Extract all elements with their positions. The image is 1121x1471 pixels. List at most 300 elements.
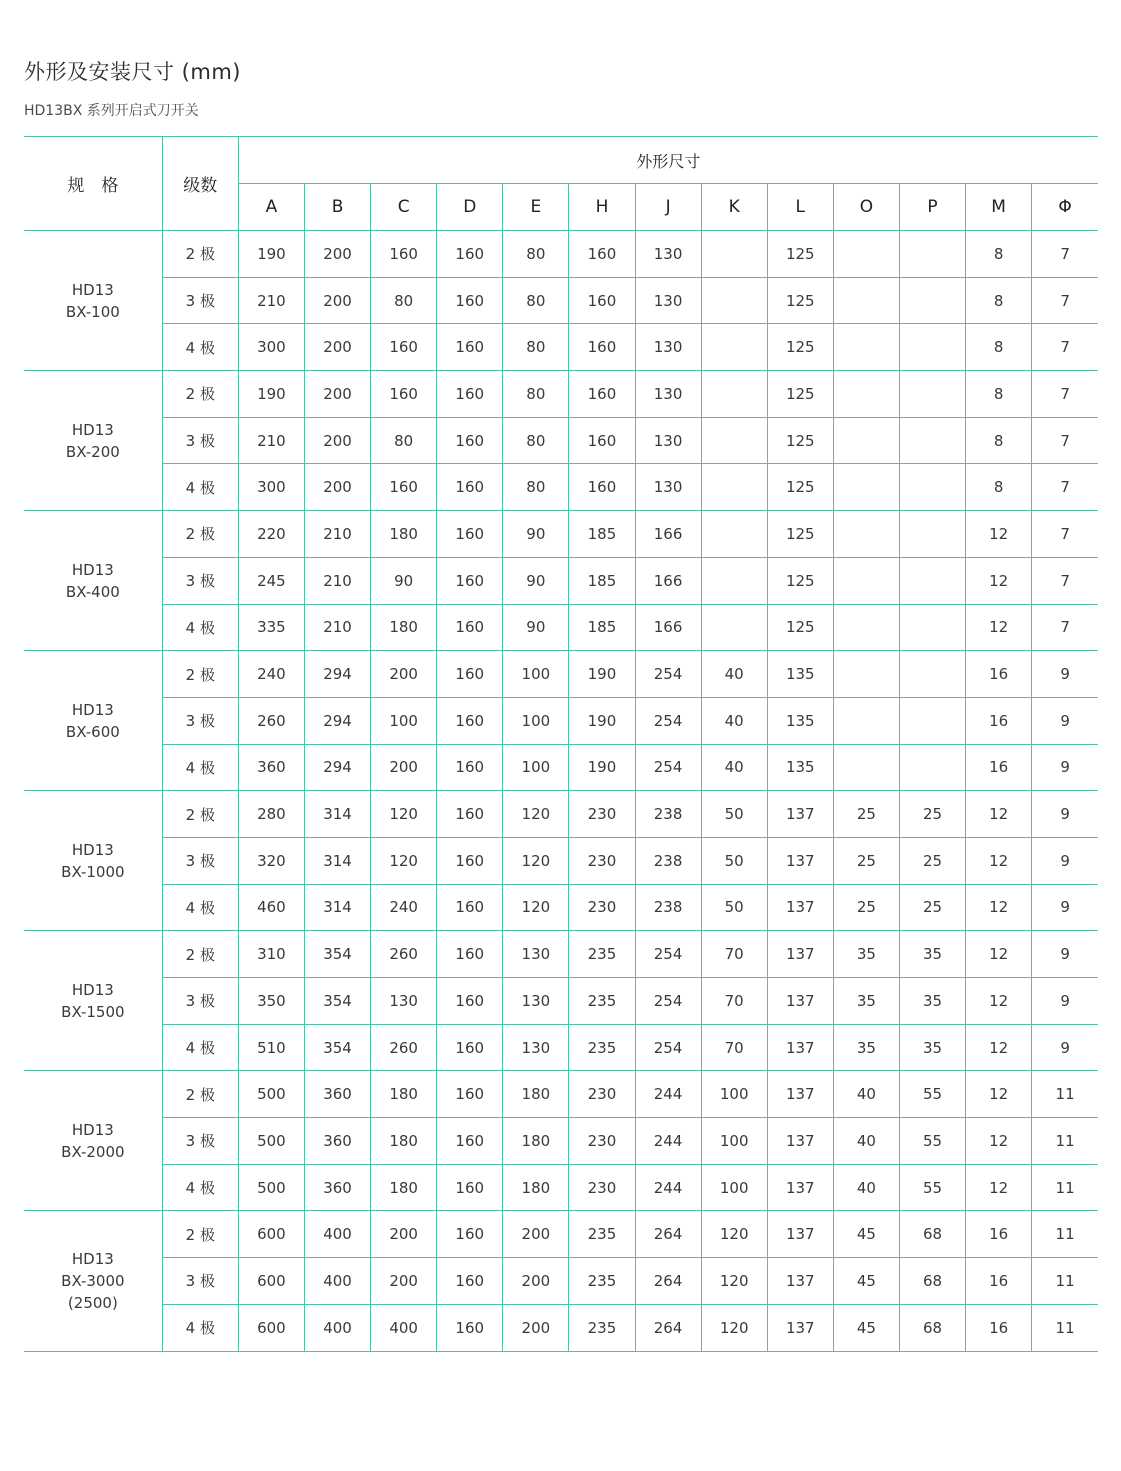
header-col-5: H (569, 184, 635, 231)
table-row (24, 557, 1098, 604)
value-cell-C: 200 (371, 744, 437, 791)
pole-cell: 2 极 (162, 651, 238, 698)
value-cell-L: 125 (767, 324, 833, 371)
value-cell-C: 180 (371, 1118, 437, 1165)
value-cell-C: 100 (371, 697, 437, 744)
header-col-1: B (304, 184, 370, 231)
value-cell-K: 100 (701, 1071, 767, 1118)
pole-cell: 3 极 (162, 1118, 238, 1165)
value-cell-Φ: 9 (1032, 744, 1098, 791)
value-cell-H: 185 (569, 557, 635, 604)
model-line: (2500) (67, 1293, 118, 1312)
value-cell-A: 500 (238, 1164, 304, 1211)
value-cell-D: 160 (437, 931, 503, 978)
value-cell-E: 120 (503, 791, 569, 838)
model-line: BX-2000 (61, 1142, 125, 1161)
pole-cell: 3 极 (162, 1258, 238, 1305)
value-cell-H: 230 (569, 1071, 635, 1118)
value-cell-D: 160 (437, 604, 503, 651)
value-cell-Φ: 7 (1032, 277, 1098, 324)
value-cell-C: 180 (371, 604, 437, 651)
value-cell-P (899, 651, 965, 698)
model-line: HD13 (71, 840, 114, 859)
value-cell-J: 166 (635, 604, 701, 651)
value-cell-J: 244 (635, 1118, 701, 1165)
value-cell-P: 25 (899, 837, 965, 884)
value-cell-J: 254 (635, 697, 701, 744)
header-col-7: K (701, 184, 767, 231)
value-cell-A: 220 (238, 511, 304, 558)
value-cell-A: 600 (238, 1211, 304, 1258)
value-cell-L: 137 (767, 1071, 833, 1118)
value-cell-E: 120 (503, 837, 569, 884)
value-cell-K: 120 (701, 1211, 767, 1258)
value-cell-P (899, 231, 965, 278)
value-cell-A: 360 (238, 744, 304, 791)
value-cell-J: 264 (635, 1258, 701, 1305)
value-cell-O: 35 (833, 978, 899, 1025)
value-cell-C: 400 (371, 1304, 437, 1351)
pole-cell: 3 极 (162, 277, 238, 324)
value-cell-P: 68 (899, 1304, 965, 1351)
value-cell-E: 80 (503, 464, 569, 511)
value-cell-Φ: 9 (1032, 931, 1098, 978)
value-cell-B: 294 (304, 744, 370, 791)
value-cell-D: 160 (437, 837, 503, 884)
pole-cell: 4 极 (162, 324, 238, 371)
table-row (24, 884, 1098, 931)
pole-cell: 4 极 (162, 464, 238, 511)
table-header (24, 137, 1098, 231)
value-cell-M: 16 (966, 697, 1032, 744)
value-cell-A: 600 (238, 1304, 304, 1351)
header-col-12: Φ (1032, 184, 1098, 231)
value-cell-E: 180 (503, 1118, 569, 1165)
value-cell-B: 200 (304, 464, 370, 511)
value-cell-C: 260 (371, 1024, 437, 1071)
value-cell-C: 200 (371, 651, 437, 698)
value-cell-L: 135 (767, 697, 833, 744)
value-cell-E: 200 (503, 1211, 569, 1258)
value-cell-K: 100 (701, 1164, 767, 1211)
value-cell-O: 25 (833, 884, 899, 931)
value-cell-H: 160 (569, 464, 635, 511)
value-cell-A: 335 (238, 604, 304, 651)
value-cell-Φ: 7 (1032, 557, 1098, 604)
value-cell-D: 160 (437, 1304, 503, 1351)
value-cell-P (899, 371, 965, 418)
value-cell-O: 40 (833, 1071, 899, 1118)
value-cell-E: 100 (503, 744, 569, 791)
value-cell-M: 8 (966, 277, 1032, 324)
value-cell-M: 8 (966, 324, 1032, 371)
value-cell-A: 260 (238, 697, 304, 744)
value-cell-J: 130 (635, 464, 701, 511)
header-spec: 规 格 (24, 137, 162, 231)
value-cell-D: 160 (437, 231, 503, 278)
page-subtitle: HD13BX 系列开启式刀开关 (24, 103, 199, 119)
value-cell-B: 400 (304, 1258, 370, 1305)
value-cell-K: 40 (701, 744, 767, 791)
value-cell-O: 45 (833, 1304, 899, 1351)
value-cell-H: 230 (569, 884, 635, 931)
value-cell-P (899, 511, 965, 558)
value-cell-J: 244 (635, 1164, 701, 1211)
header-col-0: A (238, 184, 304, 231)
table-row (24, 1304, 1098, 1351)
value-cell-P (899, 417, 965, 464)
value-cell-O (833, 557, 899, 604)
pole-cell: 2 极 (162, 231, 238, 278)
value-cell-C: 160 (371, 464, 437, 511)
pole-cell: 4 极 (162, 1024, 238, 1071)
value-cell-A: 350 (238, 978, 304, 1025)
value-cell-D: 160 (437, 1211, 503, 1258)
model-line: BX-1500 (61, 1002, 125, 1021)
table-row (24, 931, 1098, 978)
value-cell-B: 314 (304, 791, 370, 838)
table-row (24, 1164, 1098, 1211)
value-cell-E: 100 (503, 697, 569, 744)
value-cell-Φ: 11 (1032, 1258, 1098, 1305)
value-cell-P (899, 464, 965, 511)
value-cell-D: 160 (437, 1024, 503, 1071)
value-cell-M: 8 (966, 464, 1032, 511)
value-cell-M: 12 (966, 837, 1032, 884)
model-cell (24, 1211, 162, 1351)
model-line: HD13 (71, 420, 114, 439)
value-cell-B: 210 (304, 604, 370, 651)
value-cell-A: 600 (238, 1258, 304, 1305)
value-cell-P: 68 (899, 1258, 965, 1305)
value-cell-A: 210 (238, 417, 304, 464)
value-cell-J: 238 (635, 791, 701, 838)
value-cell-C: 200 (371, 1258, 437, 1305)
pole-cell: 3 极 (162, 557, 238, 604)
value-cell-Φ: 11 (1032, 1118, 1098, 1165)
value-cell-O (833, 371, 899, 418)
value-cell-B: 400 (304, 1211, 370, 1258)
value-cell-O: 25 (833, 837, 899, 884)
value-cell-E: 180 (503, 1164, 569, 1211)
table-row (24, 1024, 1098, 1071)
pole-cell: 3 极 (162, 697, 238, 744)
value-cell-D: 160 (437, 511, 503, 558)
table-row (24, 837, 1098, 884)
value-cell-K: 70 (701, 931, 767, 978)
value-cell-K (701, 371, 767, 418)
value-cell-H: 190 (569, 744, 635, 791)
value-cell-B: 200 (304, 324, 370, 371)
value-cell-P (899, 744, 965, 791)
header-dimensions: 外形尺寸 (238, 137, 1098, 184)
value-cell-H: 235 (569, 1258, 635, 1305)
header-col-4: E (503, 184, 569, 231)
value-cell-A: 460 (238, 884, 304, 931)
value-cell-K: 40 (701, 651, 767, 698)
value-cell-L: 137 (767, 791, 833, 838)
value-cell-O (833, 744, 899, 791)
value-cell-E: 80 (503, 417, 569, 464)
value-cell-B: 210 (304, 511, 370, 558)
value-cell-L: 137 (767, 1258, 833, 1305)
value-cell-O (833, 464, 899, 511)
value-cell-C: 180 (371, 1164, 437, 1211)
value-cell-K: 120 (701, 1258, 767, 1305)
value-cell-E: 130 (503, 978, 569, 1025)
model-line: BX-200 (65, 442, 120, 461)
pole-cell: 2 极 (162, 791, 238, 838)
value-cell-D: 160 (437, 697, 503, 744)
value-cell-O: 45 (833, 1211, 899, 1258)
value-cell-B: 294 (304, 651, 370, 698)
value-cell-E: 120 (503, 884, 569, 931)
value-cell-Φ: 7 (1032, 464, 1098, 511)
value-cell-B: 210 (304, 557, 370, 604)
model-line: HD13 (71, 980, 114, 999)
value-cell-O (833, 277, 899, 324)
value-cell-B: 354 (304, 1024, 370, 1071)
value-cell-C: 120 (371, 837, 437, 884)
model-line: HD13 (71, 560, 114, 579)
value-cell-B: 360 (304, 1071, 370, 1118)
value-cell-C: 90 (371, 557, 437, 604)
value-cell-L: 137 (767, 1164, 833, 1211)
value-cell-M: 8 (966, 371, 1032, 418)
value-cell-E: 130 (503, 931, 569, 978)
model-line: HD13 (71, 1249, 114, 1268)
value-cell-D: 160 (437, 464, 503, 511)
value-cell-L: 125 (767, 511, 833, 558)
value-cell-K (701, 557, 767, 604)
value-cell-Φ: 9 (1032, 1024, 1098, 1071)
value-cell-M: 16 (966, 1304, 1032, 1351)
value-cell-D: 160 (437, 1258, 503, 1305)
value-cell-P: 25 (899, 791, 965, 838)
table-row (24, 791, 1098, 838)
value-cell-B: 360 (304, 1164, 370, 1211)
pole-cell: 3 极 (162, 978, 238, 1025)
value-cell-M: 12 (966, 1118, 1032, 1165)
value-cell-L: 137 (767, 1304, 833, 1351)
value-cell-E: 80 (503, 324, 569, 371)
value-cell-O: 35 (833, 931, 899, 978)
value-cell-K (701, 464, 767, 511)
model-cell (24, 931, 162, 1071)
value-cell-O (833, 511, 899, 558)
table-body (24, 231, 1098, 1352)
value-cell-H: 160 (569, 231, 635, 278)
value-cell-C: 180 (371, 511, 437, 558)
value-cell-K (701, 231, 767, 278)
value-cell-H: 230 (569, 837, 635, 884)
value-cell-Φ: 9 (1032, 791, 1098, 838)
value-cell-O (833, 417, 899, 464)
value-cell-P: 35 (899, 931, 965, 978)
value-cell-J: 130 (635, 417, 701, 464)
model-line: BX-100 (65, 302, 120, 321)
value-cell-J: 166 (635, 511, 701, 558)
value-cell-J: 254 (635, 1024, 701, 1071)
value-cell-O: 35 (833, 1024, 899, 1071)
value-cell-D: 160 (437, 324, 503, 371)
value-cell-E: 80 (503, 277, 569, 324)
value-cell-D: 160 (437, 1071, 503, 1118)
header-col-2: C (371, 184, 437, 231)
table-row (24, 277, 1098, 324)
value-cell-H: 235 (569, 1024, 635, 1071)
value-cell-H: 235 (569, 1211, 635, 1258)
value-cell-O (833, 231, 899, 278)
value-cell-Φ: 7 (1032, 511, 1098, 558)
model-cell (24, 231, 162, 371)
value-cell-L: 125 (767, 371, 833, 418)
value-cell-P: 68 (899, 1211, 965, 1258)
value-cell-O: 40 (833, 1164, 899, 1211)
value-cell-L: 137 (767, 884, 833, 931)
value-cell-M: 8 (966, 231, 1032, 278)
value-cell-E: 200 (503, 1258, 569, 1305)
model-cell (24, 371, 162, 511)
value-cell-Φ: 9 (1032, 837, 1098, 884)
value-cell-O (833, 604, 899, 651)
model-cell (24, 511, 162, 651)
value-cell-K (701, 511, 767, 558)
model-line: BX-1000 (61, 862, 125, 881)
value-cell-J: 254 (635, 744, 701, 791)
value-cell-Φ: 11 (1032, 1304, 1098, 1351)
value-cell-B: 360 (304, 1118, 370, 1165)
model-cell (24, 791, 162, 931)
model-line: HD13 (71, 1120, 114, 1139)
value-cell-M: 12 (966, 557, 1032, 604)
value-cell-B: 200 (304, 277, 370, 324)
table-row (24, 417, 1098, 464)
value-cell-M: 12 (966, 1164, 1032, 1211)
value-cell-M: 16 (966, 744, 1032, 791)
value-cell-H: 190 (569, 651, 635, 698)
value-cell-C: 200 (371, 1211, 437, 1258)
value-cell-L: 137 (767, 1118, 833, 1165)
value-cell-L: 125 (767, 557, 833, 604)
value-cell-B: 400 (304, 1304, 370, 1351)
value-cell-M: 16 (966, 1258, 1032, 1305)
value-cell-Φ: 9 (1032, 884, 1098, 931)
value-cell-J: 238 (635, 837, 701, 884)
value-cell-L: 125 (767, 464, 833, 511)
value-cell-E: 80 (503, 231, 569, 278)
value-cell-Φ: 11 (1032, 1164, 1098, 1211)
value-cell-H: 160 (569, 277, 635, 324)
value-cell-A: 190 (238, 371, 304, 418)
value-cell-A: 500 (238, 1118, 304, 1165)
value-cell-O (833, 697, 899, 744)
header-col-9: O (833, 184, 899, 231)
value-cell-P (899, 277, 965, 324)
value-cell-L: 135 (767, 651, 833, 698)
table-row (24, 231, 1098, 278)
value-cell-Φ: 7 (1032, 371, 1098, 418)
value-cell-H: 185 (569, 604, 635, 651)
value-cell-M: 12 (966, 604, 1032, 651)
value-cell-J: 254 (635, 651, 701, 698)
value-cell-J: 254 (635, 978, 701, 1025)
value-cell-J: 130 (635, 324, 701, 371)
header-col-8: L (767, 184, 833, 231)
value-cell-L: 125 (767, 277, 833, 324)
value-cell-O: 25 (833, 791, 899, 838)
value-cell-J: 166 (635, 557, 701, 604)
value-cell-B: 200 (304, 417, 370, 464)
value-cell-J: 130 (635, 371, 701, 418)
value-cell-J: 244 (635, 1071, 701, 1118)
value-cell-H: 235 (569, 931, 635, 978)
value-cell-P (899, 324, 965, 371)
value-cell-J: 130 (635, 231, 701, 278)
value-cell-K: 70 (701, 1024, 767, 1071)
value-cell-H: 160 (569, 324, 635, 371)
value-cell-O: 45 (833, 1258, 899, 1305)
pole-cell: 4 极 (162, 604, 238, 651)
value-cell-J: 238 (635, 884, 701, 931)
value-cell-K (701, 277, 767, 324)
table-row (24, 978, 1098, 1025)
pole-cell: 4 极 (162, 884, 238, 931)
value-cell-P: 55 (899, 1118, 965, 1165)
value-cell-B: 354 (304, 931, 370, 978)
value-cell-D: 160 (437, 417, 503, 464)
value-cell-H: 230 (569, 1164, 635, 1211)
value-cell-L: 125 (767, 604, 833, 651)
pole-cell: 2 极 (162, 371, 238, 418)
model-line: HD13 (71, 280, 114, 299)
value-cell-M: 16 (966, 1211, 1032, 1258)
value-cell-B: 200 (304, 231, 370, 278)
table-row (24, 1211, 1098, 1258)
value-cell-O (833, 651, 899, 698)
pole-cell: 4 极 (162, 1164, 238, 1211)
value-cell-C: 130 (371, 978, 437, 1025)
pole-cell: 4 极 (162, 1304, 238, 1351)
table-row (24, 697, 1098, 744)
value-cell-P: 25 (899, 884, 965, 931)
value-cell-D: 160 (437, 277, 503, 324)
value-cell-D: 160 (437, 744, 503, 791)
value-cell-K: 50 (701, 884, 767, 931)
value-cell-C: 120 (371, 791, 437, 838)
value-cell-K (701, 417, 767, 464)
value-cell-E: 90 (503, 511, 569, 558)
value-cell-P: 35 (899, 1024, 965, 1071)
value-cell-H: 160 (569, 417, 635, 464)
value-cell-C: 260 (371, 931, 437, 978)
value-cell-D: 160 (437, 557, 503, 604)
value-cell-L: 125 (767, 417, 833, 464)
value-cell-D: 160 (437, 1118, 503, 1165)
value-cell-L: 135 (767, 744, 833, 791)
value-cell-E: 90 (503, 557, 569, 604)
header-col-10: P (899, 184, 965, 231)
value-cell-D: 160 (437, 371, 503, 418)
value-cell-A: 300 (238, 464, 304, 511)
value-cell-Φ: 7 (1032, 417, 1098, 464)
pole-cell: 2 极 (162, 1211, 238, 1258)
value-cell-C: 160 (371, 324, 437, 371)
value-cell-A: 510 (238, 1024, 304, 1071)
value-cell-Φ: 7 (1032, 324, 1098, 371)
value-cell-O (833, 324, 899, 371)
value-cell-C: 80 (371, 277, 437, 324)
